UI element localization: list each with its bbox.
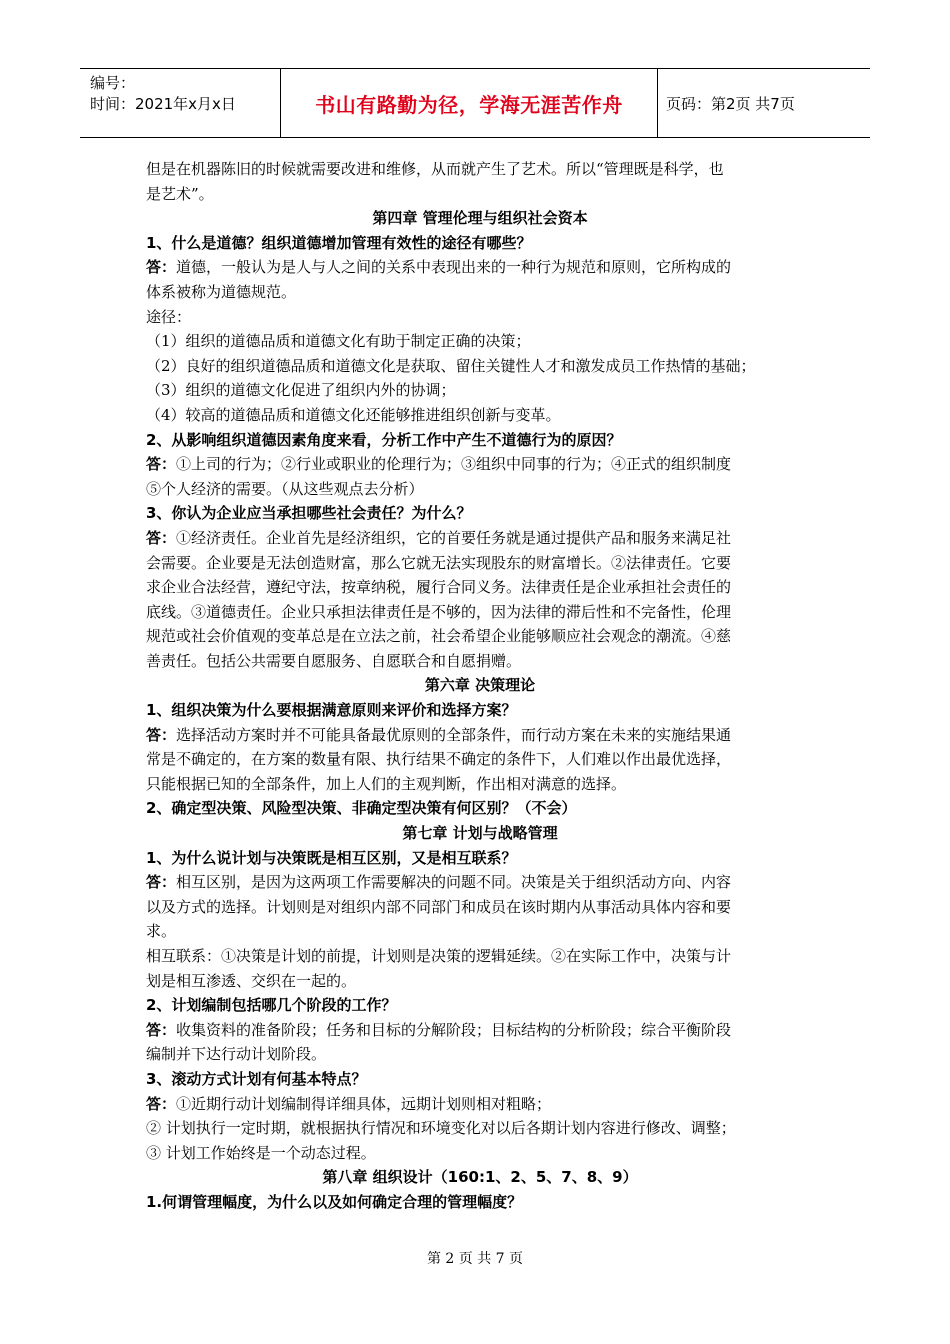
question-line: 3、你认为企业应当承担哪些社会责任？为什么？ <box>146 504 472 523</box>
body-text-line: 编制并下达行动计划阶段。 <box>146 1045 327 1064</box>
body-text-line: ③ 计划工作始终是一个动态过程。 <box>146 1143 376 1162</box>
answer-line <box>146 255 814 280</box>
body-text-line: 体系被称为道德规范。 <box>146 282 297 301</box>
question-line: 2、计划编制包括哪几个阶段的工作？ <box>146 996 397 1015</box>
body-text-line: 善责任。包括公共需要自愿服务、自愿联合和自愿捐赠。 <box>146 651 522 670</box>
answer-label: 答： <box>146 455 177 474</box>
question-line: 1.何谓管理幅度，为什么以及如何确定合理的管理幅度？ <box>146 1192 523 1211</box>
answer-text: ①近期行动计划编制得详细具体，远期计划则相对粗略； <box>176 1094 552 1113</box>
body-text-line: 求企业合法经营，遵纪守法，按章纳税，履行合同义务。法律责任是企业承担社会责任的 <box>146 578 732 597</box>
answer-label: 答： <box>146 1020 177 1039</box>
answer-label: 答： <box>146 873 177 892</box>
body-text-line: （1）组织的道德品质和道德文化有助于制定正确的决策； <box>146 332 531 351</box>
header-meta <box>80 69 280 137</box>
answer-line <box>146 723 814 748</box>
question-line: 2、确定型决策、风险型决策、非确定型决策有何区别？（不会） <box>146 799 577 818</box>
answer-text: ①上司的行为；②行业或职业的伦理行为；③组织中同事的行为；④正式的组织制度 <box>176 455 732 474</box>
body-text-line: 求。 <box>146 922 177 941</box>
question-line: 1、什么是道德？组织道德增加管理有效性的途径有哪些？ <box>146 233 532 252</box>
answer-text: ①经济责任。企业首先是经济组织，它的首要任务就是通过提供产品和服务来满足社 <box>176 528 732 547</box>
question-line: 2、从影响组织道德因素角度来看，分析工作中产生不道德行为的原因？ <box>146 430 622 449</box>
body-text-line: ⑤个人经济的需要。（从这些观点去分析） <box>146 479 424 498</box>
page-header <box>80 68 870 138</box>
body-text-line: 划是相互渗透、交织在一起的。 <box>146 971 357 990</box>
body-text-line: 常是不确定的，在方案的数量有限、执行结果不确定的条件下，人们难以作出最优选择， <box>146 750 732 769</box>
header-motto: 书山有路勤为径，学海无涯苦作舟 <box>280 69 658 137</box>
chapter-heading: 第八章 组织设计（160:1、2、5、7、8、9） <box>322 1168 638 1187</box>
body-text-line: 规范或社会价值观的变革总是在立法之前，社会希望企业能够顺应社会观念的潮流。④慈 <box>146 627 732 646</box>
chapter-heading: 第四章 管理伦理与组织社会资本 <box>372 209 588 228</box>
question-line: 1、组织决策为什么要根据满意原则来评价和选择方案？ <box>146 701 517 720</box>
body-text-line: （4）较高的道德品质和道德文化还能够推进组织创新与变革。 <box>146 405 561 424</box>
body-text-line: 相互联系：①决策是计划的前提，计划则是决策的逻辑延续。②在实际工作中，决策与计 <box>146 947 732 965</box>
answer-text: 收集资料的准备阶段；任务和目标的分解阶段；目标结构的分析阶段；综合平衡阶段 <box>176 1020 732 1039</box>
body-text-line: 会需要。企业要是无法创造财富，那么它就无法实现股东的财富增长。②法律责任。它要 <box>146 553 732 572</box>
page-footer: 第 2 页 共 7 页 <box>426 1251 524 1267</box>
answer-line <box>146 870 814 895</box>
answer-line <box>146 1092 814 1117</box>
answer-label: 答： <box>146 528 177 547</box>
document-date-label: 时间：2021年x月x日 <box>90 95 236 113</box>
body-text-line: 但是在机器陈旧的时候就需要改进和维修，从而就产生了艺术。所以“管理既是科学，也 <box>146 160 724 178</box>
body-text-line: 只能根据已知的全部条件，加上人们的主观判断，作出相对满意的选择。 <box>146 774 627 793</box>
body-text-line: 途径： <box>146 307 192 326</box>
header-page-info: 页码：第2页 共7页 <box>666 94 795 113</box>
answer-line <box>146 452 814 477</box>
body-text-line: 是艺术”。 <box>146 184 214 203</box>
answer-text: 道德，一般认为是人与人之间的关系中表现出来的一种行为规范和原则，它所构成的 <box>176 258 732 277</box>
answer-label: 答： <box>146 258 177 277</box>
document-body <box>146 157 814 1215</box>
question-line: 1、为什么说计划与决策既是相互区别，又是相互联系？ <box>146 848 517 867</box>
answer-text: 相互区别，是因为这两项工作需要解决的问题不同。决策是关于组织活动方向、内容 <box>176 873 732 892</box>
answer-label: 答： <box>146 1094 177 1113</box>
body-text-line: （3）组织的道德文化促进了组织内外的协调； <box>146 381 456 400</box>
body-text-line: （2）良好的组织道德品质和道德文化是获取、留住关键性人才和激发成员工作热情的基础； <box>146 356 756 375</box>
chapter-heading: 第七章 计划与战略管理 <box>402 824 558 843</box>
body-text-line: 底线。③道德责任。企业只承担法律责任是不够的，因为法律的滞后性和不完备性，伦理 <box>146 602 732 621</box>
question-line: 3、滚动方式计划有何基本特点？ <box>146 1069 367 1088</box>
document-number-label: 编号： <box>90 74 136 92</box>
body-text-line: ② 计划执行一定时期，就根据执行情况和环境变化对以后各期计划内容进行修改、调整； <box>146 1119 736 1138</box>
answer-text: 选择活动方案时并不可能具备最优原则的全部条件，而行动方案在未来的实施结果通 <box>176 725 732 744</box>
answer-line <box>146 526 814 551</box>
answer-label: 答： <box>146 725 177 744</box>
chapter-heading: 第六章 决策理论 <box>424 676 536 695</box>
answer-line <box>146 1018 814 1043</box>
body-text-line: 以及方式的选择。计划则是对组织内部不同部门和成员在该时期内从事活动具体内容和要 <box>146 897 732 916</box>
